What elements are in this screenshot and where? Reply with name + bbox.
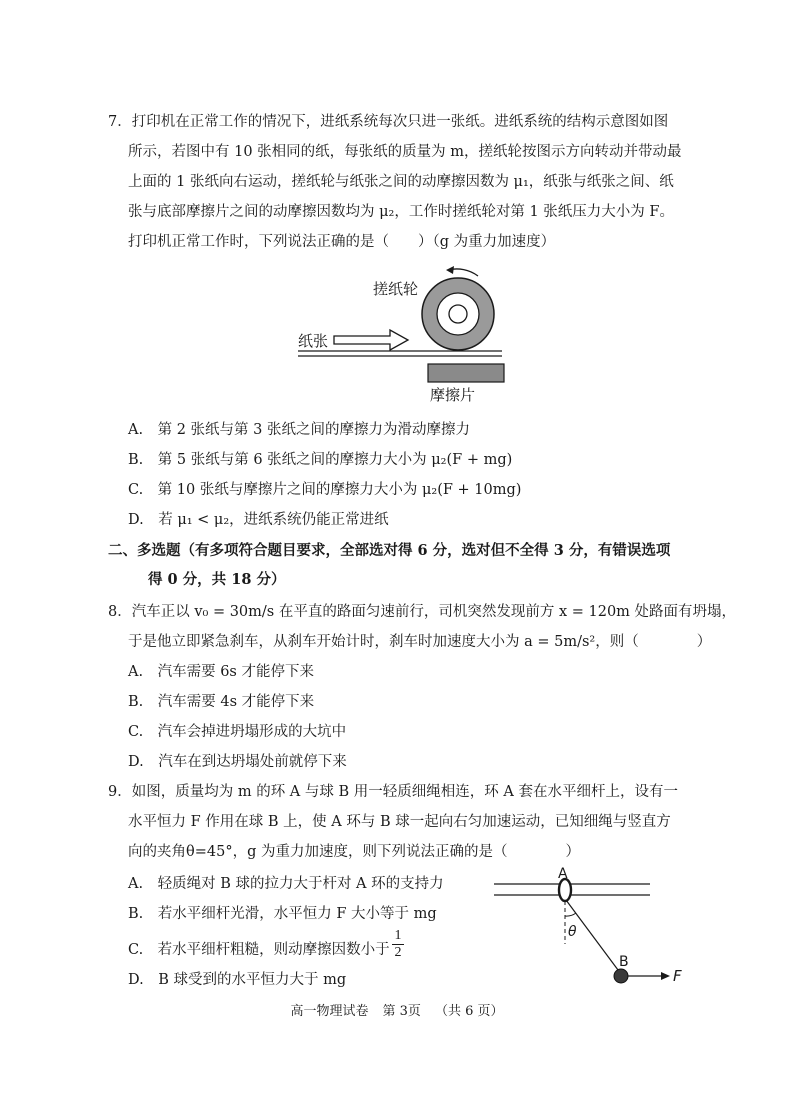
angle-label: θ xyxy=(568,924,577,940)
q7-option-c: C. 第 10 张纸与摩擦片之间的摩擦力大小为 μ₂(F + 10mg) xyxy=(128,482,522,498)
q7-option-d: D. 若 μ₁ < μ₂，进纸系统仍能正常进纸 xyxy=(128,512,389,528)
q8-line-2: 于是他立即紧急刹车，从刹车开始计时，刹车时加速度大小为 a = 5m/s²，则（ ） xyxy=(128,634,712,650)
pad-label: 摩擦片 xyxy=(430,386,476,404)
q7-line-1: 7．打印机在正常工作的情况下，进纸系统每次只进一张纸。进纸系统的结构示意图如图 xyxy=(108,114,669,130)
friction-pad xyxy=(428,364,504,382)
q8-option-d: D. 汽车在到达坍塌处前就停下来 xyxy=(128,754,347,770)
q8-option-a: A. 汽车需要 6s 才能停下来 xyxy=(128,664,314,680)
q9-line-1: 9．如图，质量均为 m 的环 A 与球 B 用一轻质细绳相连，环 A 套在水平细杆上，设有一 xyxy=(108,784,678,800)
footer-total: （共 6 页） xyxy=(434,1004,504,1019)
q7-printer-feed-diagram xyxy=(288,262,513,407)
fraction-one-half xyxy=(392,928,404,961)
q8-line-1: 8．汽车正以 v₀ = 30m/s 在平直的路面匀速前行，司机突然发现前方 x = 120m 处路面有坍塌， xyxy=(108,604,737,620)
q9-option-a: A. 轻质绳对 B 球的拉力大于杆对 A 环的支持力 xyxy=(128,876,444,892)
q7-option-a: A. 第 2 张纸与第 3 张纸之间的摩擦力为滑动摩擦力 xyxy=(128,422,470,438)
q7-line-2: 所示，若图中有 10 张相同的纸，每张纸的质量为 m，搓纸轮按图示方向转动并带动最 xyxy=(128,144,682,160)
q9-line-2: 水平恒力 F 作用在球 B 上，使 A 环与 B 球一起向右匀加速运动，已知细绳与竖直方 xyxy=(128,814,671,830)
q9-ring-ball-diagram xyxy=(490,862,690,992)
ring-label: A xyxy=(558,866,568,882)
ball-b xyxy=(614,969,628,983)
section-heading: 二、多选题（有多项符合题目要求，全部选对得 6 分，选对但不全得 3 分，有错误选项 xyxy=(108,542,671,559)
q7-option-b: B. 第 5 张纸与第 6 张纸之间的摩擦力大小为 μ₂(F + mg) xyxy=(128,452,513,468)
page-footer xyxy=(0,1000,794,1019)
ball-label: B xyxy=(619,954,629,970)
q8-option-c: C. 汽车会掉进坍塌形成的大坑中 xyxy=(128,724,347,740)
q7-line-5: 打印机正常工作时，下列说法正确的是（ ）（g 为重力加速度） xyxy=(128,234,556,250)
q9-line-3: 向的夹角θ=45°，g 为重力加速度，则下列说法正确的是（ ） xyxy=(128,844,580,860)
fraction-numerator: 1 xyxy=(392,928,404,945)
feed-direction-arrow-icon xyxy=(334,330,408,350)
fraction-denominator: 2 xyxy=(394,945,402,960)
q9-option-d: D. B 球受到的水平恒力大于 mg xyxy=(128,972,347,988)
section-heading-cont: 得 0 分，共 18 分） xyxy=(148,571,286,588)
q8-option-b: B. 汽车需要 4s 才能停下来 xyxy=(128,694,315,710)
ring-a xyxy=(559,879,571,901)
paper-label: 纸张 xyxy=(298,332,329,350)
footer-page: 第 3页 xyxy=(382,1004,421,1019)
roller-label: 搓纸轮 xyxy=(373,280,419,298)
force-label: F xyxy=(673,967,682,985)
q7-line-3: 上面的 1 张纸向右运动，搓纸轮与纸张之间的动摩擦因数为 μ₁，纸张与纸张之间、纸 xyxy=(128,174,674,190)
q9-option-c: C. 若水平细杆粗糙，则动摩擦因数小于 xyxy=(128,942,390,958)
footer-title: 高一物理试卷 xyxy=(290,1004,369,1019)
q9-option-b: B. 若水平细杆光滑，水平恒力 F 大小等于 mg xyxy=(128,906,437,922)
q7-line-4: 张与底部摩擦片之间的动摩擦因数均为 μ₂，工作时搓纸轮对第 1 张纸压力大小为 F。 xyxy=(128,204,674,220)
